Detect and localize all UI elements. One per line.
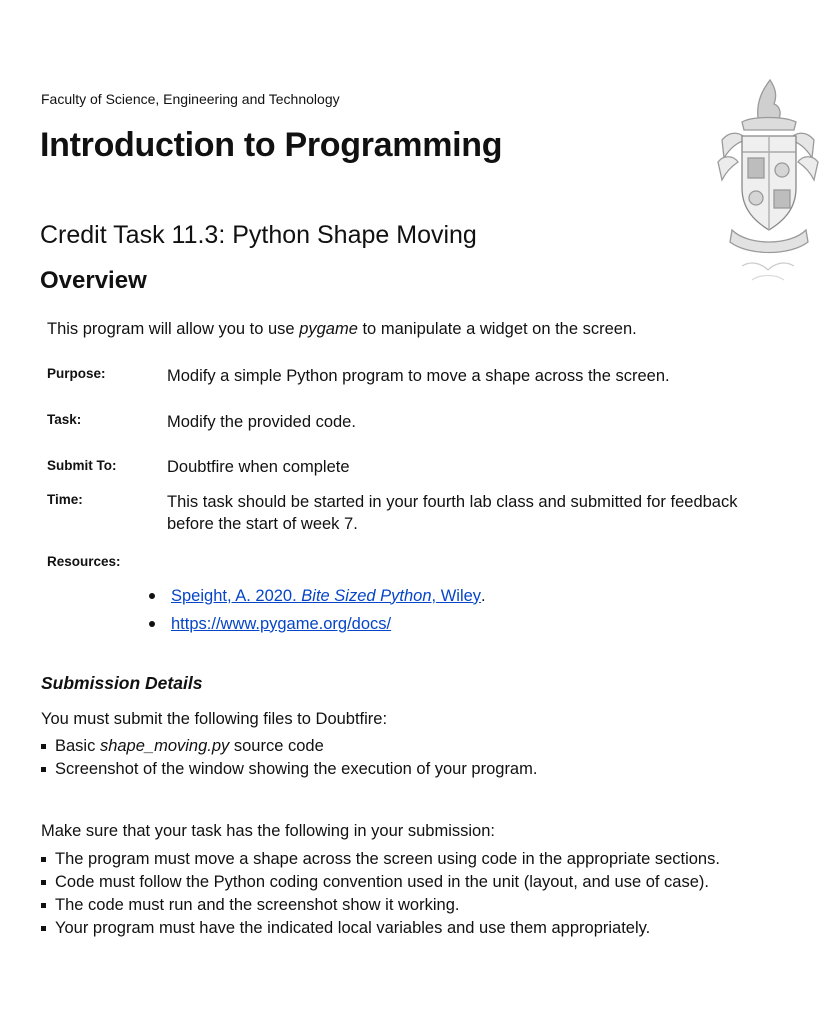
list-item: Screenshot of the window showing the execution of your program. — [41, 758, 537, 781]
square-bullet-icon — [41, 767, 46, 772]
list-item: Your program must have the indicated local variables and use them appropriately. — [41, 917, 720, 940]
resources-label: Resources: — [47, 554, 121, 569]
book-link[interactable]: Speight, A. 2020. Bite Sized Python, Wiley — [171, 586, 482, 605]
list-item — [145, 610, 486, 638]
page-title: Introduction to Programming — [40, 126, 503, 164]
purpose-label: Purpose: — [47, 366, 106, 381]
list-item: The code must run and the screenshot show it working. — [41, 894, 720, 917]
overview-intro: This program will allow you to use pygame to manipulate a widget on the screen. — [47, 320, 637, 338]
overview-heading: Overview — [40, 267, 147, 294]
resources-list — [145, 582, 486, 638]
square-bullet-icon — [41, 903, 46, 908]
files-intro: You must submit the following files to Doubtfire: — [41, 710, 388, 728]
pygame-docs-link[interactable]: https://www.pygame.org/docs/ — [171, 614, 392, 633]
pygame-term: pygame — [299, 320, 358, 338]
checklist — [41, 848, 720, 940]
task-label: Task: — [47, 412, 82, 427]
list-item: The program must move a shape across the screen using code in the appropriate sections. — [41, 848, 720, 871]
square-bullet-icon — [41, 926, 46, 931]
purpose-value: Modify a simple Python program to move a shape across the screen. — [167, 367, 670, 385]
faculty-name: Faculty of Science, Engineering and Technology — [41, 91, 340, 107]
square-bullet-icon — [41, 857, 46, 862]
time-value: This task should be started in your fourth lab class and submitted for feedback before the start of week 7. — [167, 493, 738, 533]
list-item: Speight, A. 2020. Bite Sized Python, Wiley . — [145, 582, 486, 610]
bullet-icon — [149, 621, 155, 627]
bullet-icon — [149, 593, 155, 599]
submit-to-value: Doubtfire when complete — [167, 458, 350, 476]
square-bullet-icon — [41, 880, 46, 885]
task-value: Modify the provided code. — [167, 413, 356, 431]
submission-heading: Submission Details — [41, 673, 203, 693]
checklist-intro: Make sure that your task has the following in your submission: — [41, 822, 495, 840]
list-item: Basic shape_moving.py source code — [41, 735, 537, 758]
files-list — [41, 735, 537, 781]
submit-to-label: Submit To: — [47, 458, 117, 473]
time-label: Time: — [47, 492, 83, 507]
list-item: Code must follow the Python coding convention used in the unit (layout, and use of case). — [41, 871, 720, 894]
university-crest-icon — [712, 70, 824, 288]
square-bullet-icon — [41, 744, 46, 749]
task-subtitle: Credit Task 11.3: Python Shape Moving — [40, 221, 477, 249]
